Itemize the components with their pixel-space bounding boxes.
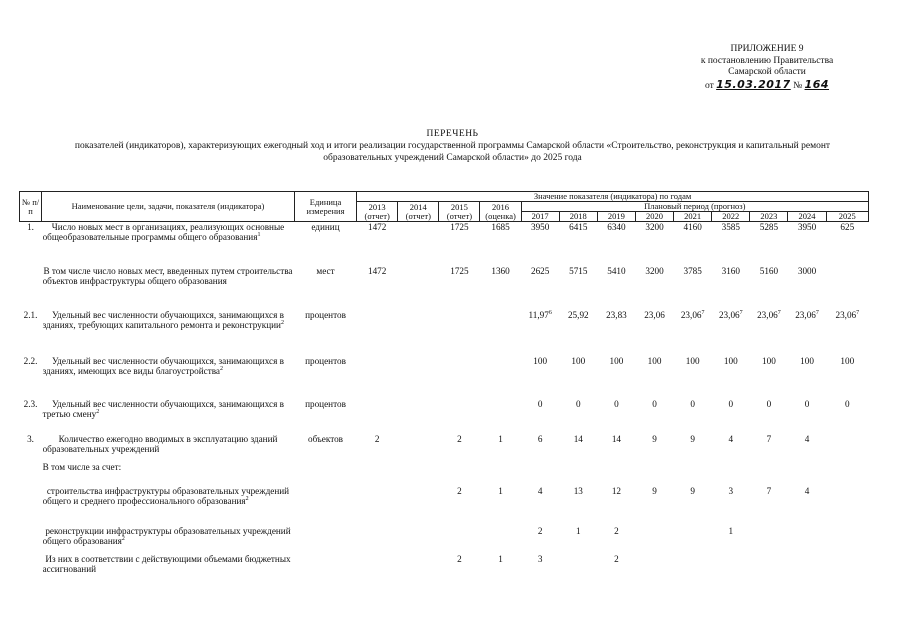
- value-cell: 100: [723, 355, 738, 366]
- row-number: 3.: [27, 433, 34, 444]
- value-cell: [398, 356, 439, 399]
- plan-year-header: 2017: [521, 212, 559, 222]
- value-cell: 9: [690, 433, 695, 444]
- indicator-unit: [294, 526, 356, 554]
- value-cell: 9: [652, 485, 657, 496]
- value-cell: 23,06$^7$: [680, 309, 705, 320]
- value-cell: 4: [537, 485, 543, 496]
- footnote-mark: 7: [856, 309, 860, 316]
- value-cell: 9: [690, 485, 695, 496]
- value-cell: [826, 434, 868, 462]
- value-cell: [398, 462, 439, 486]
- number-prefix: №: [793, 80, 803, 91]
- value-cell: 1: [728, 525, 734, 536]
- table-row: [20, 554, 869, 584]
- value-cell: 23,06$^7$: [757, 309, 781, 320]
- value-cell: 23,06$^7$: [718, 309, 743, 320]
- value-cell: [788, 554, 826, 584]
- value-cell: 5160: [759, 265, 779, 276]
- value-cell: [439, 399, 480, 434]
- indicator-unit: [294, 554, 356, 584]
- value-cell: [480, 462, 521, 486]
- row-number: 2.1.: [23, 309, 38, 320]
- value-cell: [521, 462, 559, 486]
- value-cell: [357, 399, 398, 434]
- value-cell: 3200: [645, 265, 664, 276]
- annex-line1: к постановлению Правительства: [700, 55, 834, 66]
- indicator-unit: процентов: [305, 398, 346, 409]
- plan-year-header: 2021: [674, 212, 712, 222]
- value-cell: [712, 462, 750, 486]
- col-header-num: № п/п: [20, 192, 42, 222]
- value-cell: [674, 526, 712, 554]
- plan-year-header: 2018: [559, 212, 597, 222]
- value-cell: 13: [573, 485, 583, 496]
- col-header-name: Наименование цели, задачи, показателя (индикатора): [42, 192, 295, 222]
- date-prefix: от: [704, 80, 714, 91]
- value-cell: 3200: [645, 222, 664, 232]
- indicator-unit: единиц: [311, 222, 340, 232]
- value-cell: 4: [728, 433, 734, 444]
- value-cell: 5285: [759, 222, 779, 232]
- value-cell: [357, 310, 398, 356]
- value-cell: [480, 399, 521, 434]
- annex-title: ПРИЛОЖЕНИЕ 9: [730, 44, 804, 54]
- handwritten-number: 164: [804, 77, 830, 91]
- value-cell: [357, 554, 398, 584]
- value-cell: [398, 310, 439, 356]
- table-row: [20, 356, 869, 399]
- value-cell: [398, 399, 439, 434]
- value-cell: 100: [840, 355, 855, 366]
- value-cell: [750, 462, 788, 486]
- indicators-table: [19, 191, 869, 584]
- indicator-unit: мест: [316, 265, 335, 276]
- indicator-name: Удельный вес численности обучающихся, занимающихся в зданиях, имеющих все виды благоустройства$^2$: [42, 355, 284, 376]
- value-cell: 1685: [491, 222, 510, 232]
- value-cell: [439, 526, 480, 554]
- indicator-name: Из них в соответствии с действующими объемами бюджетных ассигнований: [42, 553, 291, 574]
- value-cell: 12: [611, 485, 622, 496]
- year-2014: 2014 (отчет): [398, 202, 439, 222]
- value-cell: [674, 462, 712, 486]
- indicator-name: Удельный вес численности обучающихся, занимающихся в третью смену$^2$: [42, 398, 284, 419]
- footnote-mark: 6: [548, 309, 552, 316]
- plan-year-header: 2020: [635, 212, 673, 222]
- value-cell: 0: [614, 398, 619, 409]
- table-row: [20, 266, 869, 310]
- value-cell: [439, 356, 480, 399]
- value-cell: [826, 266, 868, 310]
- value-cell: [559, 462, 597, 486]
- indicator-name: строительства инфраструктуры образовательных учреждений общего и среднего профессионального образования$^2$: [42, 485, 290, 506]
- footnote-mark: 2: [121, 535, 125, 542]
- value-cell: 3950: [530, 222, 550, 232]
- col-header-unit: Единица измерения: [294, 192, 356, 222]
- value-cell: [398, 486, 439, 526]
- value-cell: [439, 462, 480, 486]
- value-cell: 0: [576, 398, 581, 409]
- value-cell: 0: [804, 398, 810, 409]
- value-cell: 1: [498, 433, 503, 444]
- value-cell: [635, 462, 673, 486]
- value-cell: 23,83: [606, 309, 627, 320]
- annex-line2: Самарской области: [728, 67, 806, 77]
- value-cell: [398, 526, 439, 554]
- value-cell: [398, 266, 439, 310]
- document-title: [0, 128, 905, 164]
- footnote-mark: 7: [739, 309, 743, 316]
- footnote-mark: 1: [257, 231, 261, 238]
- value-cell: 4: [804, 485, 810, 496]
- value-cell: 2: [374, 433, 380, 444]
- value-cell: 100: [800, 355, 814, 366]
- indicator-unit: объектов: [307, 433, 344, 444]
- value-cell: 2: [614, 553, 619, 564]
- value-cell: 3585: [721, 222, 740, 232]
- year-2015: 2015 (отчет): [439, 202, 480, 222]
- row-number: [20, 486, 42, 526]
- value-cell: 625: [840, 222, 855, 232]
- value-cell: 4160: [683, 222, 702, 232]
- value-cell: 2: [457, 485, 462, 496]
- plan-year-header: 2019: [597, 212, 635, 222]
- value-cell: [559, 554, 597, 584]
- value-cell: 0: [690, 398, 695, 409]
- indicator-unit: процентов: [305, 355, 346, 366]
- value-cell: 14: [611, 433, 622, 444]
- value-cell: 25,92: [567, 309, 589, 320]
- value-cell: 3: [537, 553, 543, 564]
- value-cell: 1360: [491, 265, 510, 276]
- row-number: 2.3.: [23, 398, 38, 409]
- value-cell: 1: [498, 485, 503, 496]
- value-cell: 14: [573, 433, 583, 444]
- value-cell: [788, 526, 826, 554]
- table-row: [20, 462, 869, 486]
- annex-block: [677, 44, 857, 92]
- value-cell: 1472: [367, 265, 387, 276]
- table-row: [20, 526, 869, 554]
- col-header-plan: Плановый период (прогноз): [521, 202, 868, 212]
- value-cell: 100: [647, 355, 662, 366]
- value-cell: 100: [685, 355, 700, 366]
- value-cell: 5715: [569, 265, 588, 276]
- value-cell: [750, 554, 788, 584]
- row-number: 2.2.: [23, 355, 38, 366]
- table-row: [20, 434, 869, 462]
- row-number: [20, 526, 42, 554]
- footnote-mark: 2: [245, 495, 249, 502]
- value-cell: 7: [766, 433, 772, 444]
- value-cell: [357, 526, 398, 554]
- footnote-mark: 2: [220, 365, 224, 372]
- value-cell: 2: [537, 525, 543, 536]
- value-cell: 100: [571, 355, 586, 366]
- plan-year-header: 2025: [826, 212, 868, 222]
- table-row: [20, 222, 869, 266]
- footnote-mark: 2: [96, 408, 100, 415]
- value-cell: [826, 462, 868, 486]
- value-cell: 3: [728, 485, 734, 496]
- value-cell: [480, 310, 521, 356]
- year-2013: 2013 (отчет): [357, 202, 398, 222]
- row-number: 1.: [27, 222, 34, 232]
- value-cell: [357, 486, 398, 526]
- indicator-name: В том числе за счет:: [42, 461, 122, 472]
- value-cell: [597, 462, 635, 486]
- footnote-mark: 2: [280, 319, 284, 326]
- footnote-mark: 7: [701, 309, 705, 316]
- row-number: [20, 266, 42, 310]
- value-cell: 1472: [367, 222, 387, 232]
- value-cell: [635, 526, 673, 554]
- value-cell: 0: [728, 398, 734, 409]
- indicator-name: Количество ежегодно вводимых в эксплуатацию зданий образовательных учреждений: [42, 433, 278, 454]
- value-cell: 1: [498, 553, 503, 564]
- indicator-name: Удельный вес численности обучающихся, занимающихся в зданиях, требующих капитального ремонта и реконструкции$^2$: [42, 309, 284, 330]
- table-row: [20, 310, 869, 356]
- value-cell: 100: [609, 355, 624, 366]
- value-cell: 6415: [569, 222, 588, 232]
- value-cell: [826, 526, 868, 554]
- value-cell: [398, 222, 439, 266]
- value-cell: [398, 554, 439, 584]
- value-cell: 0: [537, 398, 543, 409]
- value-cell: 3000: [797, 265, 817, 276]
- value-cell: 4: [804, 433, 810, 444]
- value-cell: [788, 462, 826, 486]
- value-cell: 7: [766, 485, 772, 496]
- value-cell: [750, 526, 788, 554]
- value-cell: 0: [766, 398, 772, 409]
- value-cell: 1725: [450, 265, 469, 276]
- title-line1: показателей (индикаторов), характеризующих ежегодный ход и итоги реализации государственной программы Самарской области «Строительство, реконструкция и капитальный ремонт: [74, 141, 831, 151]
- value-cell: 0: [652, 398, 657, 409]
- value-cell: 3160: [721, 265, 740, 276]
- value-cell: [674, 554, 712, 584]
- value-cell: [357, 356, 398, 399]
- plan-year-header: 2024: [788, 212, 826, 222]
- indicator-name: Число новых мест в организациях, реализующих основные общеобразовательные программы общего образования$^1$: [42, 222, 285, 242]
- value-cell: 3950: [797, 222, 817, 232]
- indicator-unit: [294, 486, 356, 526]
- year-2016: 2016 (оценка): [480, 202, 521, 222]
- value-cell: 2: [457, 433, 462, 444]
- indicator-unit: процентов: [305, 309, 346, 320]
- table-row: [20, 399, 869, 434]
- value-cell: 2: [457, 553, 462, 564]
- col-header-values: Значение показателя (индикатора) по годам: [357, 192, 869, 202]
- value-cell: 6340: [607, 222, 626, 232]
- value-cell: [712, 554, 750, 584]
- value-cell: 100: [762, 355, 776, 366]
- value-cell: [480, 356, 521, 399]
- title-head: ПЕРЕЧЕНЬ: [426, 129, 479, 139]
- footnote-mark: 7: [815, 309, 819, 316]
- value-cell: 23,06: [644, 309, 665, 320]
- value-cell: 1: [576, 525, 581, 536]
- footnote-mark: 7: [777, 309, 781, 316]
- value-cell: 2625: [530, 265, 550, 276]
- value-cell: 6: [537, 433, 543, 444]
- value-cell: 1725: [450, 222, 469, 232]
- value-cell: 11,97$^6$: [528, 309, 552, 320]
- indicator-name: В том числе число новых мест, введенных путем строительства объектов инфраструктуры общего образования: [42, 265, 293, 286]
- value-cell: 23,06$^7$: [835, 309, 860, 320]
- table-row: [20, 486, 869, 526]
- value-cell: [480, 526, 521, 554]
- value-cell: [826, 554, 868, 584]
- plan-year-header: 2022: [712, 212, 750, 222]
- value-cell: 3785: [683, 265, 702, 276]
- value-cell: 0: [845, 398, 850, 409]
- row-number: [20, 554, 42, 584]
- value-cell: 23,06$^7$: [795, 309, 819, 320]
- title-line2: образовательных учреждений Самарской области» до 2025 года: [323, 153, 582, 163]
- row-number: [20, 462, 42, 486]
- value-cell: 5410: [607, 265, 626, 276]
- handwritten-date: 15.03.2017: [716, 77, 791, 91]
- annex-date-line: [677, 79, 857, 93]
- plan-year-header: 2023: [750, 212, 788, 222]
- value-cell: [826, 486, 868, 526]
- value-cell: [398, 434, 439, 462]
- value-cell: 2: [614, 525, 619, 536]
- value-cell: [635, 554, 673, 584]
- value-cell: [439, 310, 480, 356]
- value-cell: 100: [533, 355, 548, 366]
- indicator-unit: [294, 462, 356, 486]
- value-cell: [357, 462, 398, 486]
- value-cell: 9: [652, 433, 657, 444]
- indicator-name: реконструкции инфраструктуры образовательных учреждений общего образования$^2$: [42, 525, 291, 546]
